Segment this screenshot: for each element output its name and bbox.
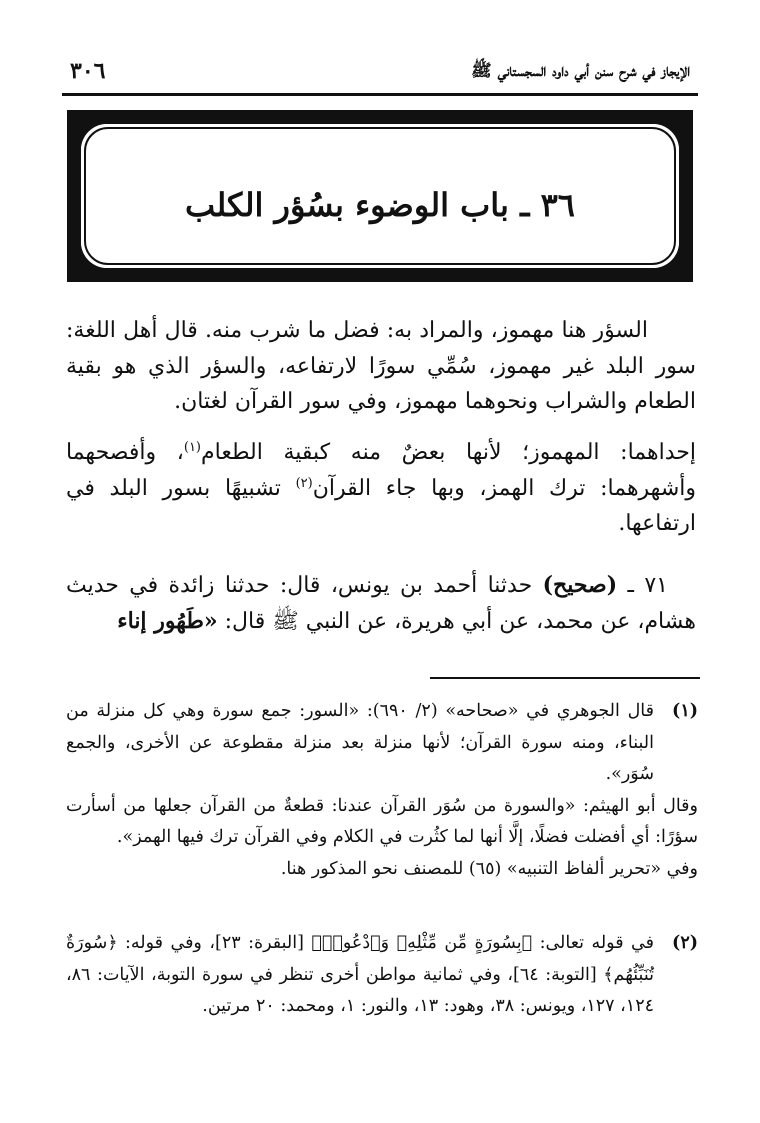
paragraph-definition: السؤر هنا مهموز، والمراد به: فضل ما شرب منه. قال أهل اللغة: سور البلد غير مهموز، سُمِّي سورًا لارتفاعه، والسؤر الذي هو بقية الطعام والشراب ونحوهما مهموز، وفي سور القرآن لغتان. [66, 318, 696, 414]
footnote-1 [66, 696, 698, 885]
footnote-2 [66, 928, 698, 1023]
page-number: ٣٠٦ [70, 58, 106, 84]
running-title: الإيجاز في شرح سنن أبي داود السجستاني ﷺ [471, 61, 690, 81]
paragraph-text: تشبيهًا بسور البلد في ارتفاعها. [66, 475, 696, 536]
footnote-ref-2[interactable]: (٢) [295, 475, 313, 491]
chapter-title-frame [67, 110, 693, 282]
hadith-number: ٧١ ـ [617, 573, 668, 598]
chapter-title-panel [81, 124, 679, 268]
paragraph-two-dialects [66, 435, 696, 542]
footnote-divider [430, 677, 700, 679]
header-divider [62, 93, 698, 96]
footnote-number: (١) [672, 701, 698, 721]
footnote-text: في قوله تعالى: ﴿بِسُورَةٍ مِّن مِّثْلِهِۦ وَٱدْعُوا۟﴾ [البقرة: ٢٣]، وفي قوله: ﴿سُورَةٌ تُنَبِّئُهُم﴾ [التوبة: ٦٤]، وفي ثمانية مواطن أخرى تنظر في سورة التوبة، الآيات: ٨٦، ١٢٤، ١٢٧، ويونس: ٣٨، وهود: ١٣، والنور: ١، ومحمد: ٢٠ مرتين. [66, 933, 654, 1016]
hadith-paragraph [66, 568, 696, 639]
hadith-quote: «طَهُور إناء [117, 607, 218, 634]
paragraph-text: إحداهما: المهموز؛ لأنها بعضٌ منه كبقية الطعام [201, 440, 696, 465]
hadith-grade: (صحيح) [542, 572, 618, 598]
chapter-title: ٣٦ ـ باب الوضوء بسُؤر الكلب [185, 186, 575, 224]
footnote-ref-1[interactable]: (١) [183, 440, 201, 455]
paragraph-text: ، وأفصحهما وأشهرهما: ترك الهمز، وبها جاء القرآن [66, 440, 696, 501]
footnote-text: وقال أبو الهيثم: «والسورة من سُوَر القرآن عندنا: قطعةٌ من القرآن جعلها من أسأرت سؤرًا: أي أفضلت فضلًا، إلَّا أنها لما كثُرت في الكلام وفي القرآن ترك فيها الهمز». [66, 795, 698, 847]
footnote-text: وفي «تحرير ألفاظ التنبيه» (٦٥) للمصنف نحو المذكور هنا. [280, 858, 698, 879]
footnote-text: قال الجوهري في «صحاحه» (٢/ ٦٩٠): «السور: جمع سورة وهي كل منزلة من البناء، ومنه سورة القرآن؛ لأنها منزلة بعد منزلة مقطوعة عن الأخرى، والجمع سُوَر». [66, 701, 654, 784]
page-header [62, 58, 698, 88]
footnote-number: (٢) [672, 933, 698, 953]
hadith-chain: حدثنا أحمد بن يونس، قال: حدثنا زائدة في حديث هشام، عن محمد، عن أبي هريرة، عن النبي ﷺ قال: [66, 573, 696, 634]
